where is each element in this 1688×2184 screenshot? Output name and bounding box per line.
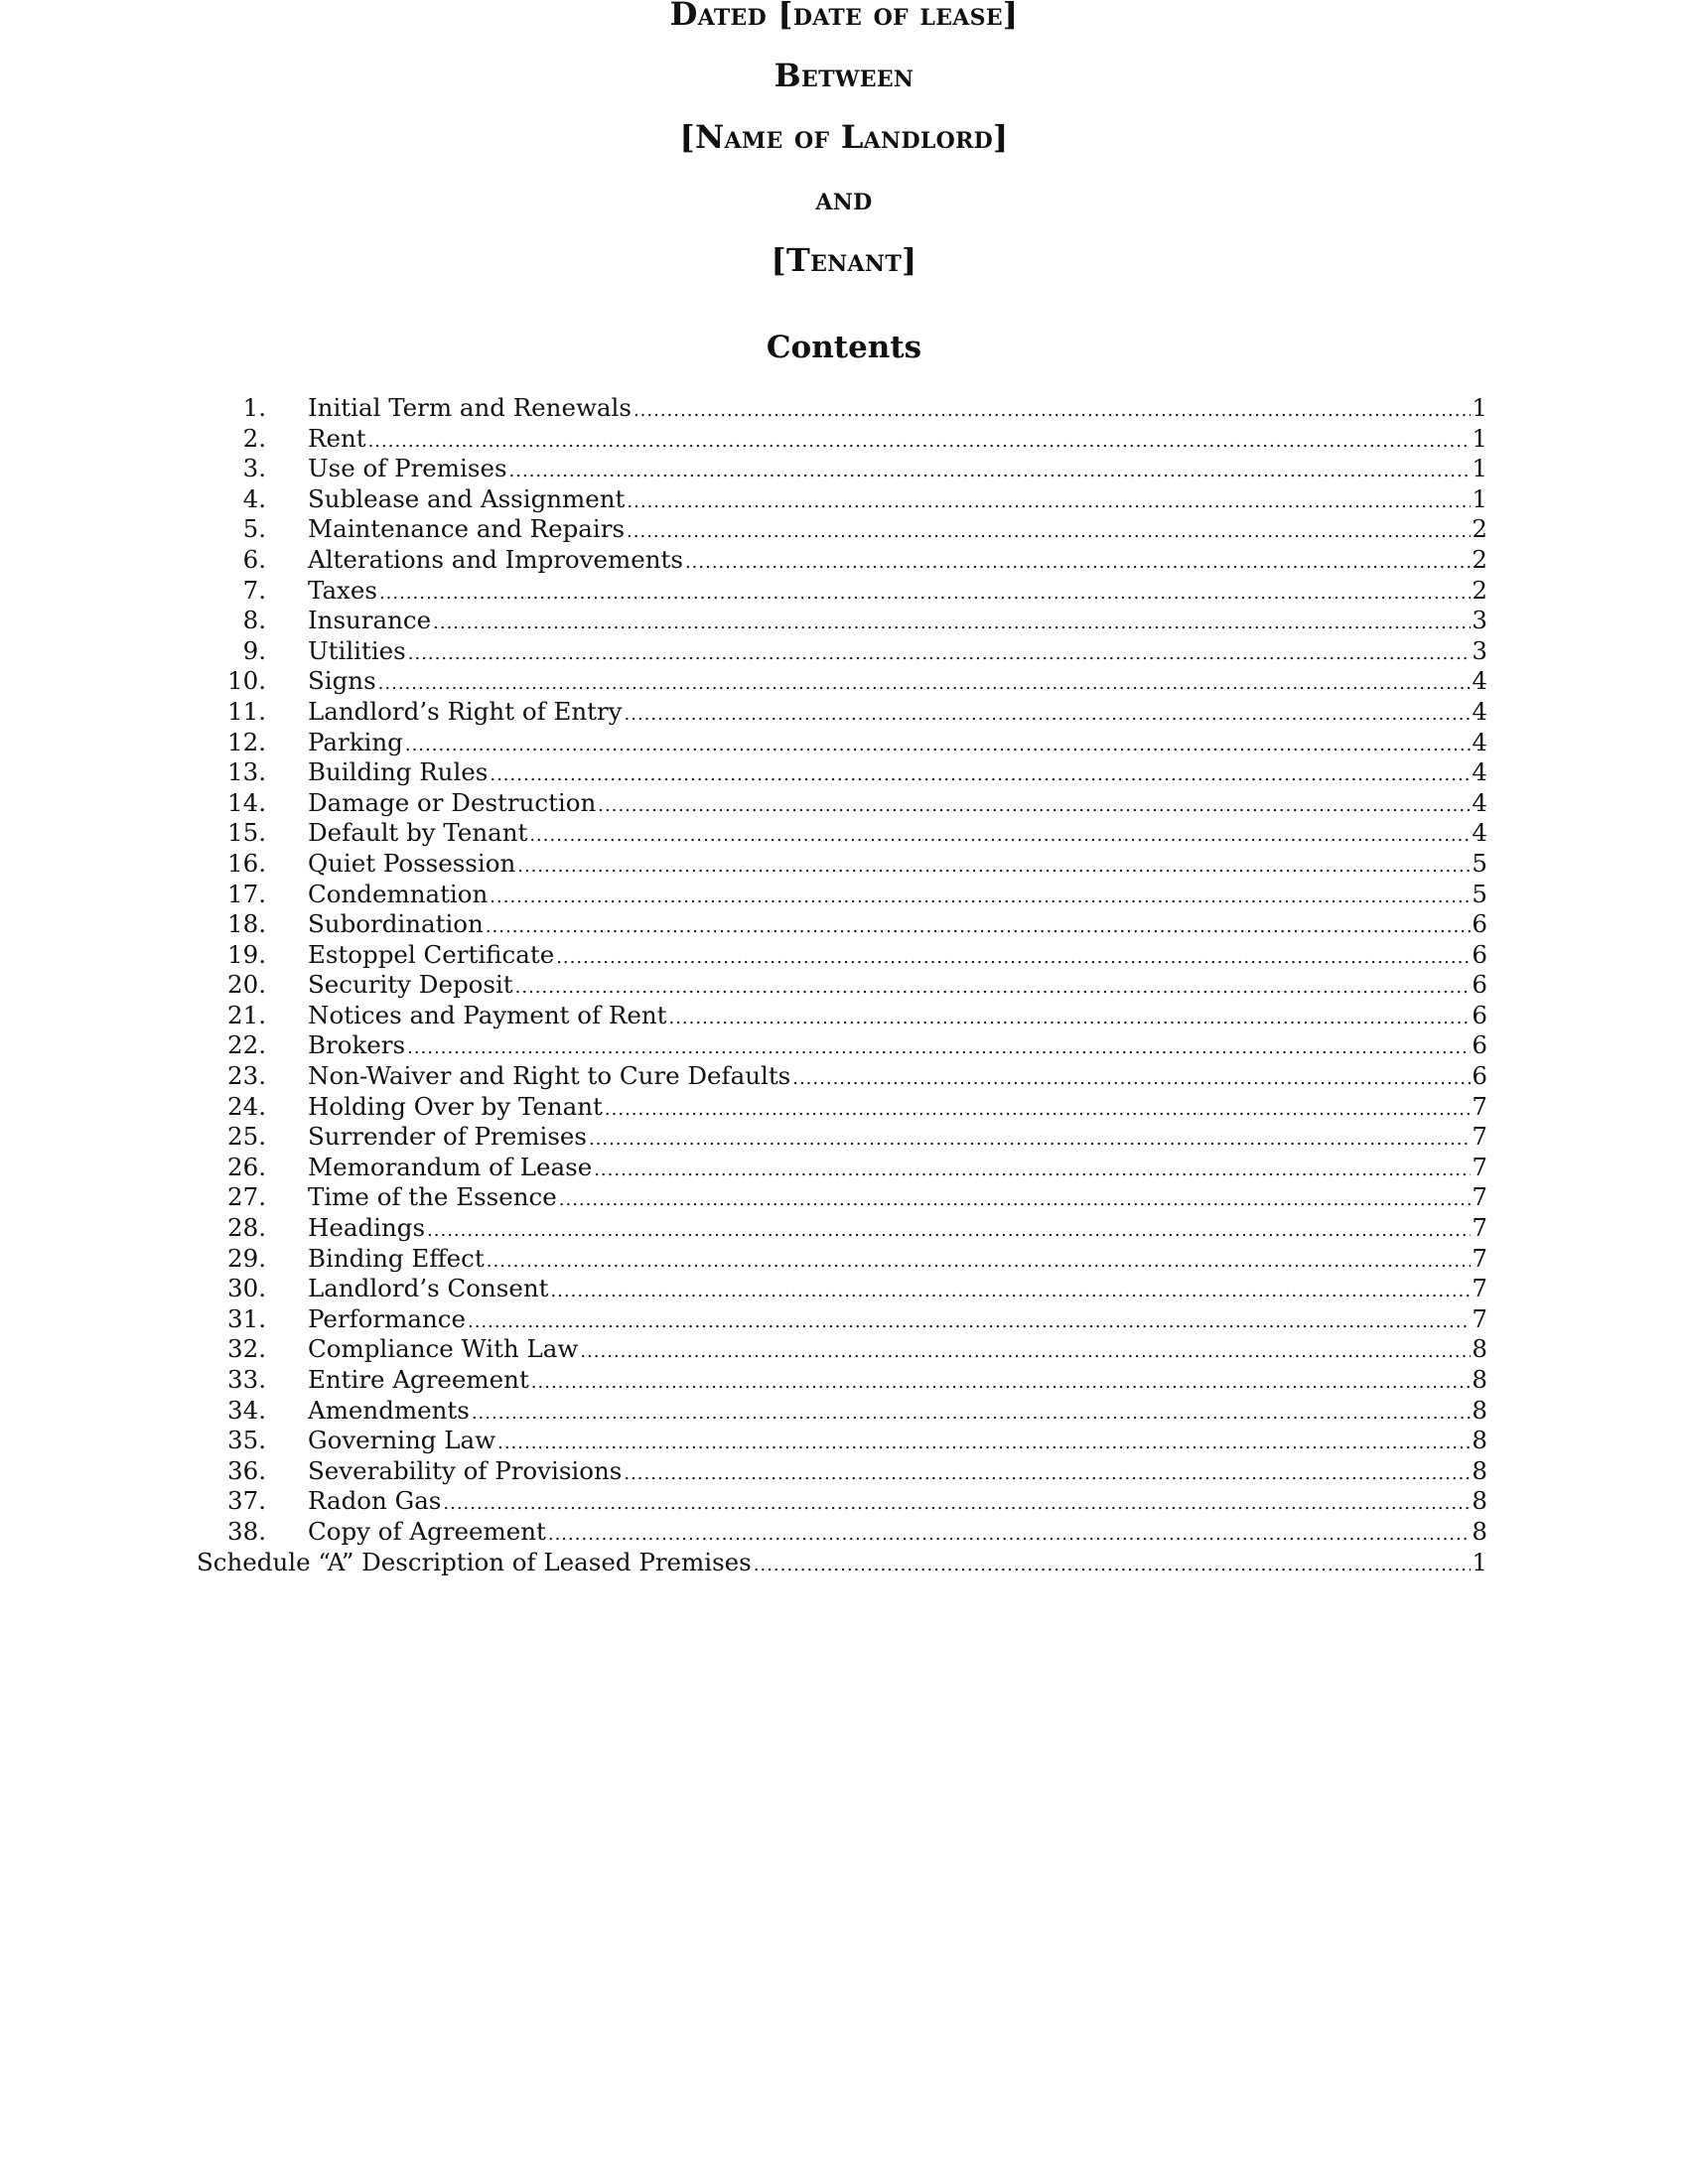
toc-entry-10[interactable] xyxy=(197,666,1487,697)
toc-dot-leader xyxy=(487,1247,1472,1275)
toc-dot-leader xyxy=(625,700,1472,728)
toc-label: Radon Gas xyxy=(308,1486,442,1516)
toc-label: Default by Tenant xyxy=(308,818,528,848)
toc-number: 17. xyxy=(227,879,266,908)
toc-entry-24[interactable] xyxy=(197,1092,1487,1123)
toc-page-number: 7 xyxy=(1472,1274,1487,1303)
toc-dot-leader xyxy=(509,457,1472,484)
toc-page-number: 8 xyxy=(1472,1426,1487,1455)
toc-page-number: 7 xyxy=(1472,1182,1487,1212)
toc-number: 22. xyxy=(227,1030,266,1060)
toc-number: 19. xyxy=(227,939,266,969)
toc-dot-leader xyxy=(472,1399,1472,1427)
toc-dot-leader xyxy=(589,1125,1471,1153)
toc-page-number: 8 xyxy=(1472,1365,1487,1394)
toc-dot-leader xyxy=(633,396,1471,424)
toc-number: 16. xyxy=(227,848,266,878)
toc-number: 31. xyxy=(227,1303,266,1333)
toc-page-number: 8 xyxy=(1472,1486,1487,1516)
table-of-contents xyxy=(197,393,1487,1577)
toc-page-number: 6 xyxy=(1472,1030,1487,1060)
toc-dot-leader xyxy=(486,912,1472,940)
toc-label: Taxes xyxy=(308,575,377,605)
toc-page-number: 4 xyxy=(1472,666,1487,696)
toc-number: 24. xyxy=(227,1091,266,1121)
toc-label: Copy of Agreement xyxy=(308,1516,546,1546)
toc-label: Subordination xyxy=(308,909,484,939)
toc-page-number: 8 xyxy=(1472,1334,1487,1364)
toc-label: Damage or Destruction xyxy=(308,787,597,817)
toc-page-number: 6 xyxy=(1472,909,1487,939)
toc-label: Condemnation xyxy=(308,879,489,908)
toc-dot-leader xyxy=(368,427,1472,455)
toc-page-number: 6 xyxy=(1472,970,1487,1000)
toc-page-number: 7 xyxy=(1472,1213,1487,1243)
toc-dot-leader xyxy=(754,1551,1472,1578)
toc-number: 23. xyxy=(227,1061,266,1091)
toc-page-number: 8 xyxy=(1472,1455,1487,1485)
toc-number: 36. xyxy=(227,1455,266,1485)
toc-page-number: 4 xyxy=(1472,818,1487,848)
toc-number: 7. xyxy=(242,575,266,605)
toc-label: Initial Term and Renewals xyxy=(308,393,632,422)
heading-dated: Dated [date of lease] xyxy=(669,0,1019,33)
toc-dot-leader xyxy=(559,1185,1472,1213)
toc-dot-leader xyxy=(443,1489,1471,1517)
toc-dot-leader xyxy=(529,821,1471,849)
toc-label: Holding Over by Tenant xyxy=(308,1091,603,1121)
heading-and: and xyxy=(815,180,873,217)
toc-entry-15[interactable] xyxy=(197,818,1487,849)
toc-dot-leader xyxy=(379,579,1471,607)
toc-entry-37[interactable] xyxy=(197,1486,1487,1517)
toc-page-number: 3 xyxy=(1472,635,1487,665)
toc-entry-22[interactable] xyxy=(197,1030,1487,1061)
toc-page-number: 4 xyxy=(1472,727,1487,756)
toc-entry-25[interactable] xyxy=(197,1122,1487,1153)
toc-dot-leader xyxy=(515,973,1472,1001)
toc-dot-leader xyxy=(497,1429,1471,1456)
toc-dot-leader xyxy=(531,1368,1472,1396)
toc-page-number: 7 xyxy=(1472,1152,1487,1181)
toc-dot-leader xyxy=(594,1156,1471,1183)
toc-number: 15. xyxy=(227,818,266,848)
toc-label: Parking xyxy=(308,727,403,756)
toc-label: Insurance xyxy=(308,606,432,635)
toc-dot-leader xyxy=(627,487,1471,515)
toc-number: 12. xyxy=(227,727,266,756)
toc-page-number: 7 xyxy=(1472,1091,1487,1121)
toc-label: Use of Premises xyxy=(308,454,507,483)
toc-number: 6. xyxy=(242,544,266,574)
toc-label: Notices and Payment of Rent xyxy=(308,1000,667,1029)
toc-entry-35[interactable] xyxy=(197,1426,1487,1456)
toc-entry-3[interactable] xyxy=(197,454,1487,484)
toc-label: Severability of Provisions xyxy=(308,1455,623,1485)
toc-number: 29. xyxy=(227,1243,266,1273)
toc-entry-34[interactable] xyxy=(197,1396,1487,1427)
toc-label: Non-Waiver and Right to Cure Defaults xyxy=(308,1061,791,1091)
toc-number: 14. xyxy=(227,787,266,817)
toc-dot-leader xyxy=(624,1459,1471,1487)
toc-dot-leader xyxy=(556,943,1471,971)
toc-page-number: 1 xyxy=(1472,1547,1487,1576)
toc-label: Quiet Possession xyxy=(308,848,516,878)
toc-entry-29[interactable] xyxy=(197,1244,1487,1275)
toc-page-number: 1 xyxy=(1472,483,1487,513)
toc-label: Governing Law xyxy=(308,1426,496,1455)
toc-entry-33[interactable] xyxy=(197,1365,1487,1396)
toc-dot-leader xyxy=(627,517,1471,545)
toc-entry-27[interactable] xyxy=(197,1182,1487,1213)
toc-page-number: 2 xyxy=(1472,544,1487,574)
toc-page-number: 7 xyxy=(1472,1122,1487,1152)
toc-entry-9[interactable] xyxy=(197,636,1487,667)
toc-dot-leader xyxy=(792,1064,1471,1092)
toc-number: 33. xyxy=(227,1365,266,1394)
toc-entry-31[interactable] xyxy=(197,1304,1487,1335)
toc-page-number: 6 xyxy=(1472,1061,1487,1091)
toc-label: Sublease and Assignment xyxy=(308,483,626,513)
toc-entry-8[interactable] xyxy=(197,606,1487,636)
toc-dot-leader xyxy=(580,1337,1471,1365)
toc-label: Surrender of Premises xyxy=(308,1122,587,1152)
toc-entry-20[interactable] xyxy=(197,970,1487,1001)
toc-label: Amendments xyxy=(308,1395,470,1425)
toc-page-number: 6 xyxy=(1472,1000,1487,1029)
toc-entry-28[interactable] xyxy=(197,1213,1487,1244)
toc-entry-1[interactable] xyxy=(197,393,1487,424)
toc-dot-leader xyxy=(548,1520,1472,1548)
toc-entry-26[interactable] xyxy=(197,1153,1487,1183)
toc-entry-30[interactable] xyxy=(197,1274,1487,1304)
toc-dot-leader xyxy=(598,791,1471,819)
toc-number: 1. xyxy=(242,393,266,422)
toc-dot-leader xyxy=(550,1277,1471,1304)
toc-entry-18[interactable] xyxy=(197,909,1487,940)
toc-entry-schedule-a[interactable] xyxy=(197,1548,1487,1578)
toc-entry-6[interactable] xyxy=(197,545,1487,576)
toc-page-number: 8 xyxy=(1472,1395,1487,1425)
toc-dot-leader xyxy=(517,852,1471,880)
toc-label: Alterations and Improvements xyxy=(308,544,683,574)
heading-landlord: [Name of Landlord] xyxy=(679,118,1009,156)
toc-label: Signs xyxy=(308,666,376,696)
toc-number: 27. xyxy=(227,1182,266,1212)
toc-label: Performance xyxy=(308,1303,466,1333)
toc-label: Memorandum of Lease xyxy=(308,1152,593,1181)
toc-entry-7[interactable] xyxy=(197,576,1487,607)
toc-dot-leader xyxy=(405,731,1472,758)
toc-number: 20. xyxy=(227,970,266,1000)
toc-dot-leader xyxy=(427,1216,1471,1244)
toc-dot-leader xyxy=(407,1033,1471,1061)
contents-title: Contents xyxy=(766,330,922,365)
toc-entry-32[interactable] xyxy=(197,1334,1487,1365)
toc-page-number: 3 xyxy=(1472,606,1487,635)
toc-page-number: 2 xyxy=(1472,514,1487,544)
toc-entry-12[interactable] xyxy=(197,728,1487,758)
toc-label: Schedule “A” Description of Leased Premises xyxy=(197,1547,752,1576)
toc-number: 4. xyxy=(242,483,266,513)
toc-page-number: 5 xyxy=(1472,848,1487,878)
heading-between: Between xyxy=(774,57,914,94)
toc-page-number: 6 xyxy=(1472,939,1487,969)
toc-label: Compliance With Law xyxy=(308,1334,579,1364)
toc-number: 13. xyxy=(227,757,266,787)
toc-label: Entire Agreement xyxy=(308,1365,529,1394)
toc-page-number: 5 xyxy=(1472,879,1487,908)
toc-page-number: 4 xyxy=(1472,757,1487,787)
toc-dot-leader xyxy=(605,1095,1471,1123)
toc-number: 28. xyxy=(227,1213,266,1243)
toc-page-number: 1 xyxy=(1472,454,1487,483)
toc-number: 38. xyxy=(227,1516,266,1546)
toc-number: 3. xyxy=(242,454,266,483)
toc-number: 35. xyxy=(227,1426,266,1455)
toc-page-number: 1 xyxy=(1472,423,1487,453)
toc-number: 8. xyxy=(242,606,266,635)
toc-number: 2. xyxy=(242,423,266,453)
toc-entry-38[interactable] xyxy=(197,1517,1487,1548)
heading-tenant: [Tenant] xyxy=(771,241,917,279)
toc-dot-leader xyxy=(378,669,1472,697)
toc-dot-leader xyxy=(468,1307,1471,1335)
toc-number: 30. xyxy=(227,1274,266,1303)
toc-dot-leader xyxy=(433,609,1471,636)
toc-label: Binding Effect xyxy=(308,1243,485,1273)
toc-label: Utilities xyxy=(308,635,406,665)
toc-entry-21[interactable] xyxy=(197,1001,1487,1031)
toc-dot-leader xyxy=(490,883,1471,910)
toc-label: Brokers xyxy=(308,1030,406,1060)
toc-entry-11[interactable] xyxy=(197,697,1487,728)
toc-number: 9. xyxy=(242,635,266,665)
toc-entry-14[interactable] xyxy=(197,788,1487,819)
toc-page-number: 8 xyxy=(1472,1516,1487,1546)
toc-number: 5. xyxy=(242,514,266,544)
toc-page-number: 2 xyxy=(1472,575,1487,605)
toc-entry-4[interactable] xyxy=(197,484,1487,515)
toc-number: 26. xyxy=(227,1152,266,1181)
toc-number: 21. xyxy=(227,1000,266,1029)
toc-page-number: 7 xyxy=(1472,1303,1487,1333)
toc-number: 37. xyxy=(227,1486,266,1516)
toc-label: Landlord’s Consent xyxy=(308,1274,549,1303)
toc-page-number: 4 xyxy=(1472,787,1487,817)
toc-number: 34. xyxy=(227,1395,266,1425)
toc-entry-17[interactable] xyxy=(197,880,1487,910)
toc-number: 11. xyxy=(227,696,266,726)
toc-entry-13[interactable] xyxy=(197,757,1487,788)
toc-entry-16[interactable] xyxy=(197,849,1487,880)
toc-label: Time of the Essence xyxy=(308,1182,557,1212)
toc-dot-leader xyxy=(490,760,1471,788)
toc-entry-36[interactable] xyxy=(197,1456,1487,1487)
toc-entry-23[interactable] xyxy=(197,1061,1487,1092)
toc-label: Estoppel Certificate xyxy=(308,939,555,969)
toc-label: Rent xyxy=(308,423,366,453)
toc-label: Landlord’s Right of Entry xyxy=(308,696,623,726)
toc-number: 18. xyxy=(227,909,266,939)
toc-entry-19[interactable] xyxy=(197,940,1487,971)
toc-dot-leader xyxy=(408,639,1472,667)
toc-dot-leader xyxy=(668,1004,1471,1031)
toc-number: 10. xyxy=(227,666,266,696)
toc-entry-5[interactable] xyxy=(197,514,1487,545)
toc-label: Building Rules xyxy=(308,757,489,787)
toc-label: Security Deposit xyxy=(308,970,513,1000)
toc-label: Headings xyxy=(308,1213,426,1243)
toc-dot-leader xyxy=(685,548,1471,576)
toc-number: 25. xyxy=(227,1122,266,1152)
toc-label: Maintenance and Repairs xyxy=(308,514,626,544)
toc-page-number: 1 xyxy=(1472,393,1487,422)
toc-entry-2[interactable] xyxy=(197,424,1487,455)
toc-number: 32. xyxy=(227,1334,266,1364)
toc-page-number: 7 xyxy=(1472,1243,1487,1273)
toc-page-number: 4 xyxy=(1472,696,1487,726)
